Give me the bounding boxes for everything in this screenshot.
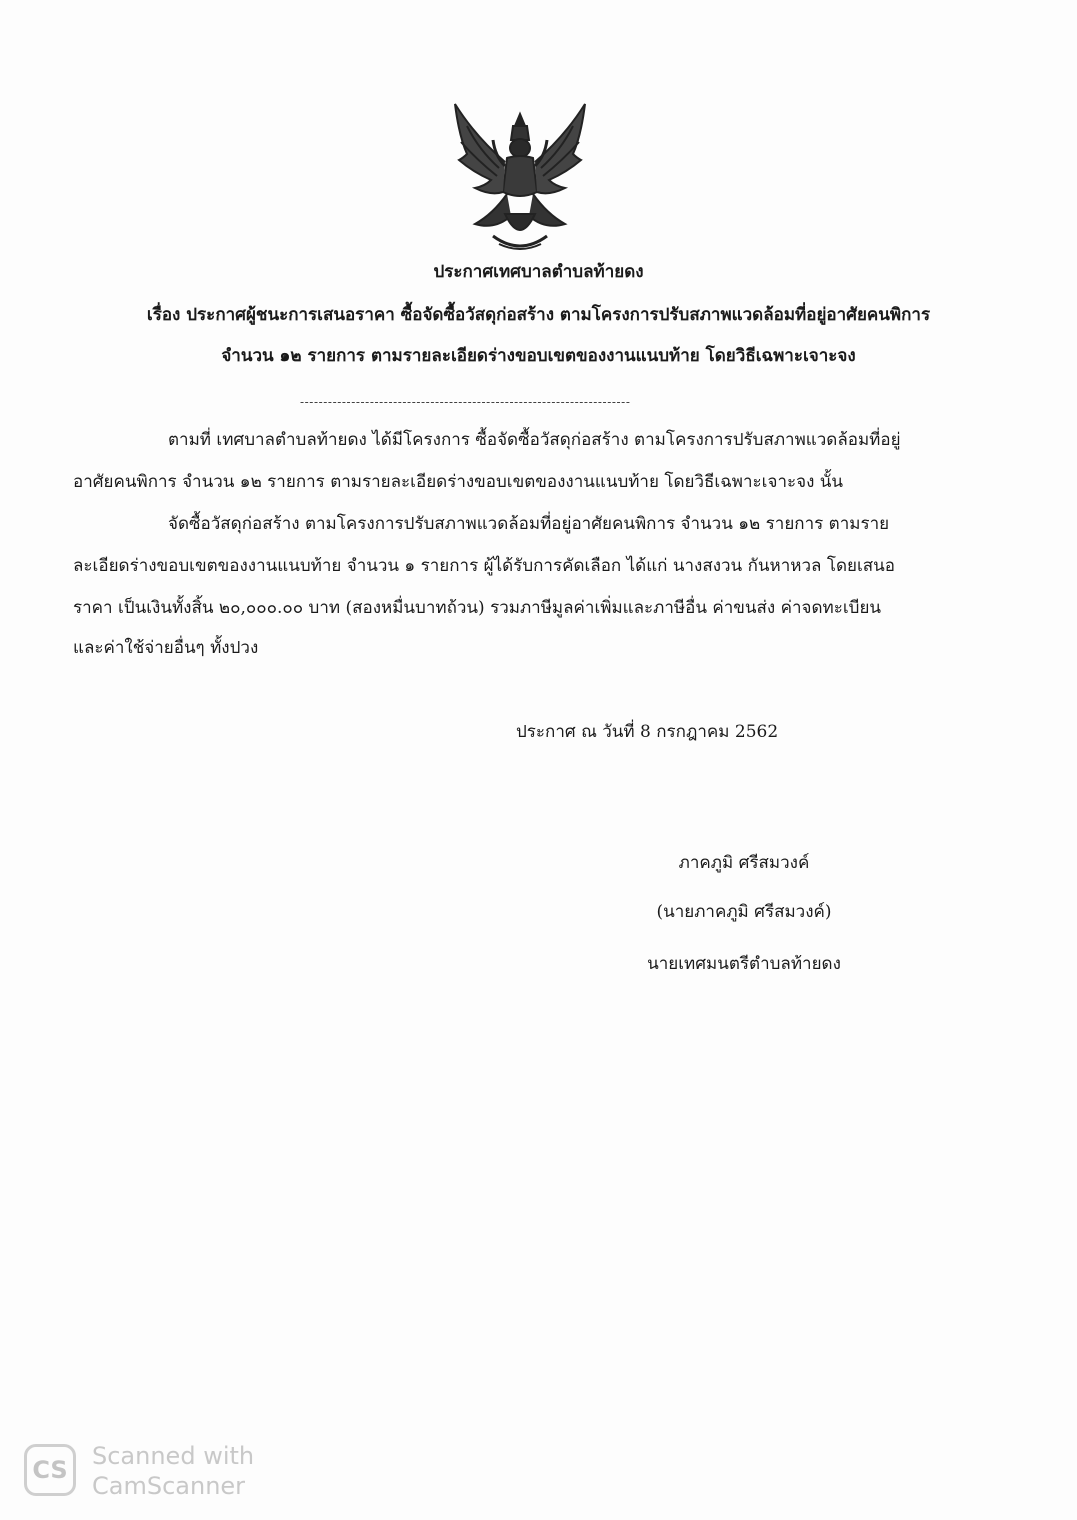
camscanner-logo-icon: CS xyxy=(24,1444,76,1496)
body-line-2: อาศัยคนพิการ จำนวน ๑๒ รายการ ตามรายละเอียดร่างขอบเขตของงานแนบท้าย โดยวิธีเฉพาะเจาะจง นั้น xyxy=(73,472,844,492)
announcement-date: ประกาศ ณ วันที่ 8 กรกฎาคม 2562 xyxy=(516,722,779,742)
body-line-5: ราคา เป็นเงินทั้งสิ้น ๒๐,๐๐๐.๐๐ บาท (สองหมื่นบาทถ้วน) รวมภาษีมูลค่าเพิ่มและภาษีอื่น ค่าขนส่ง ค่าจดทะเบียน xyxy=(73,598,882,618)
body-line-6: และค่าใช้จ่ายอื่นๆ ทั้งปวง xyxy=(73,638,259,658)
body-line-1: ตามที่ เทศบาลตำบลท้ายดง ได้มีโครงการ ซื้อจัดซื้อวัสดุก่อสร้าง ตามโครงการปรับสภาพแวดล้อมที่อยู่ xyxy=(168,430,901,450)
body-line-4: ละเอียดร่างขอบเขตของงานแนบท้าย จำนวน ๑ รายการ ผู้ได้รับการคัดเลือก ได้แก่ นางสงวน กันหาหวล โดยเสนอ xyxy=(73,556,895,576)
announcement-title: ประกาศเทศบาลตำบลท้ายดง xyxy=(433,262,644,282)
subject-line-1: เรื่อง ประกาศผู้ชนะการเสนอราคา ซื้อจัดซื้อวัสดุก่อสร้าง ตามโครงการปรับสภาพแวดล้อมที่อยู่อาศัยคนพิการ xyxy=(146,305,931,325)
divider-line: ----------------------------------------------------------------------- xyxy=(300,395,631,409)
camscanner-watermark xyxy=(24,1440,324,1510)
subject-line-2: จำนวน ๑๒ รายการ ตามรายละเอียดร่างขอบเขตของงานแนบท้าย โดยวิธีเฉพาะเจาะจง xyxy=(221,346,856,366)
garuda-emblem-icon xyxy=(445,96,595,256)
body-line-3: จัดซื้อวัสดุก่อสร้าง ตามโครงการปรับสภาพแวดล้อมที่อยู่อาศัยคนพิการ จำนวน ๑๒ รายการ ตามราย xyxy=(168,514,890,534)
watermark-line-2: CamScanner xyxy=(92,1472,246,1500)
signer-name-parenthesized: (นายภาคภูมิ ศรีสมวงค์) xyxy=(656,902,832,922)
signer-name: ภาคภูมิ ศรีสมวงค์ xyxy=(678,853,810,873)
signer-position: นายเทศมนตรีตำบลท้ายดง xyxy=(647,954,841,974)
watermark-line-1: Scanned with xyxy=(92,1442,255,1470)
